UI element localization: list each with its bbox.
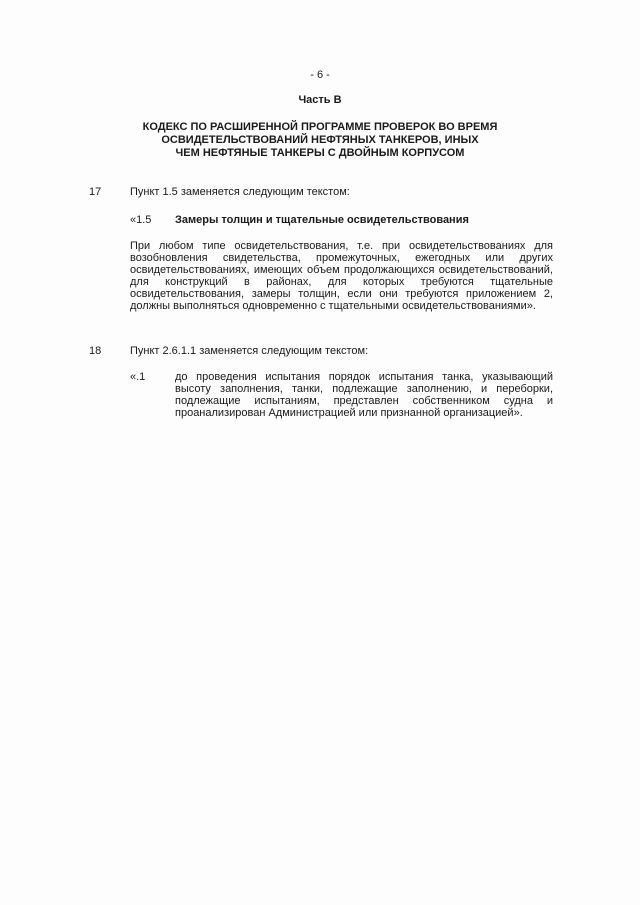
item-17-lead: Пункт 1.5 заменяется следующим текстом: [130, 186, 350, 198]
main-heading-line-1: КОДЕКС ПО РАСШИРЕННОЙ ПРОГРАММЕ ПРОВЕРОК ВО ВРЕМЯ [142, 121, 498, 133]
main-heading [100, 121, 540, 160]
item-18-number: 18 [89, 345, 102, 357]
item-18-lead: Пункт 2.6.1.1 заменяется следующим текстом: [130, 345, 369, 357]
part-title: Часть B [298, 94, 342, 106]
item-17-paragraph: При любом типе освидетельствования, т.е. при освидетельствованиях для возобновления свидетельства, промежуточных, ежегодных или других освидетельствованиях, имеющих объем продолжающихся освидетельствований, для конструкций в районах, для которых требуются тщательные освидетельствования, замеры толщин, если они требуются приложением 2, должны выполняться одновременно с тщательными освидетельствованиями». [130, 240, 553, 312]
main-heading-line-3: ЧЕМ НЕФТЯНЫЕ ТАНКЕРЫ С ДВОЙНЫМ КОРПУСОМ [175, 147, 465, 159]
item-17-number: 17 [89, 186, 102, 198]
item-17-sub-number: «1.5 [130, 214, 152, 226]
item-17-sub-heading: Замеры толщин и тщательные освидетельствования [175, 214, 469, 226]
item-18-sub-number: «.1 [130, 371, 146, 383]
main-heading-line-2: ОСВИДЕТЕЛЬСТВОВАНИЙ НЕФТЯНЫХ ТАНКЕРОВ, ИНЫХ [161, 134, 479, 146]
page-number: - 6 - [310, 69, 330, 81]
item-18-paragraph: до проведения испытания порядок испытания танка, указывающий высоту заполнения, танки, подлежащие заполнению, и переборки, подлежащие испытаниям, представлен собственником судна и проанализирован Администрацией или признанной организацией». [175, 371, 553, 419]
